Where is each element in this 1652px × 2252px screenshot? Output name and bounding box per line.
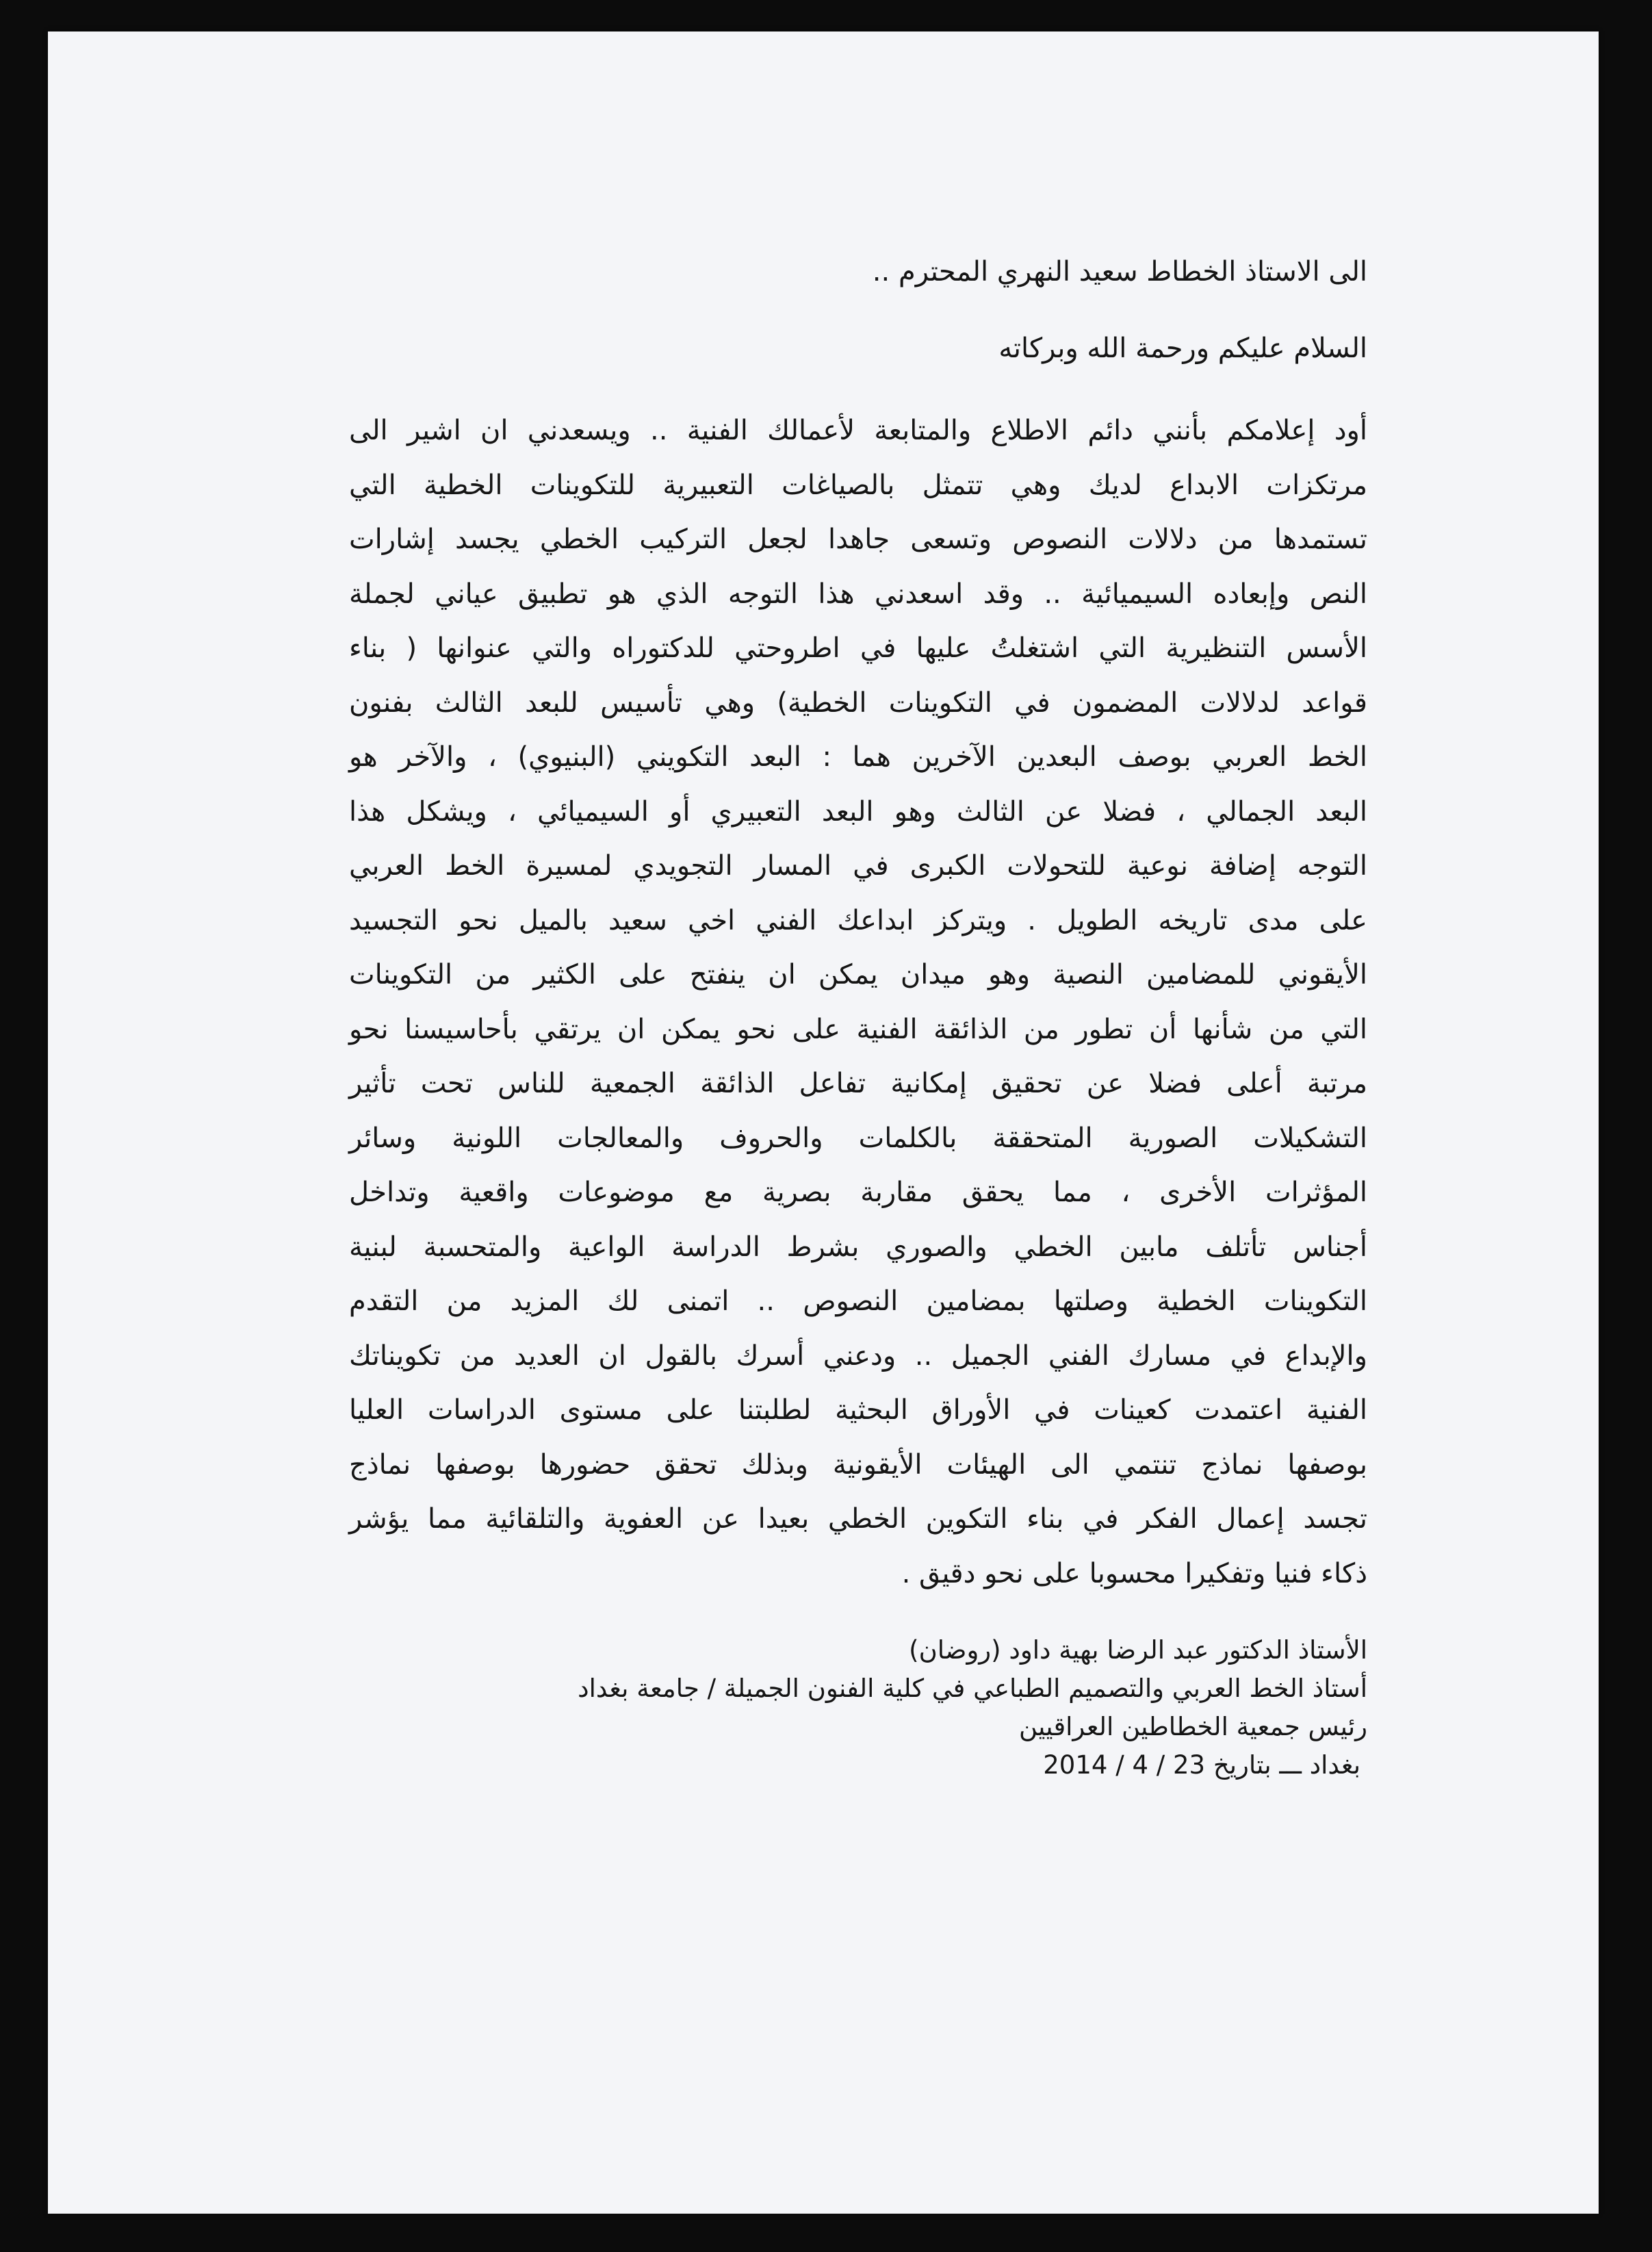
body-line: النص وإبعاده السيميائية .. وقد اسعدني هذا التوجه الذي هو تطبيق عياني لجملة	[349, 578, 1367, 610]
body-line: أود إعلامكم بأنني دائم الاطلاع والمتابعة لأعمالك الفنية .. ويسعدني ان اشير الى	[349, 415, 1367, 446]
letter-body	[349, 404, 1367, 1601]
body-line: أجناس تأتلف مابين الخطي والصوري بشرط الدراسة الواعية والمتحسبة لبنية	[349, 1231, 1367, 1263]
salutation: الى الاستاذ الخطاط سعيد النهري المحترم ..	[872, 256, 1367, 287]
signatory-position: أستاذ الخط العربي والتصميم الطباعي في كلية الفنون الجميلة / جامعة بغداد	[578, 1674, 1367, 1703]
body-line: البعد الجمالي ، فضلا عن الثالث وهو البعد التعبيري أو السيميائي ، ويشكل هذا	[349, 795, 1367, 828]
body-line: الأيقوني للمضامين النصية وهو ميدان يمكن ان ينفتح على الكثير من التكوينات	[349, 959, 1367, 990]
letter-content	[349, 252, 1367, 1784]
body-line: على مدى تاريخه الطويل . ويتركز ابداعك الفني اخي سعيد بالميل نحو التجسيد	[349, 904, 1367, 936]
body-line: التكوينات الخطية وصلتها بمضامين النصوص .. اتمنى لك المزيد من التقدم	[349, 1285, 1367, 1317]
body-line: المؤثرات الأخرى ، مما يحقق مقاربة بصرية مع موضوعات واقعية وتداخل	[349, 1177, 1367, 1208]
signatory-name: الأستاذ الدكتور عبد الرضا بهية داود (روضان)	[909, 1635, 1367, 1665]
body-line: الأسس التنظيرية التي اشتغلتُ عليها في اطروحتي للدكتوراه والتي عنوانها ( بناء	[349, 632, 1367, 664]
body-line: التشكيلات الصورية المتحققة بالكلمات والحروف والمعالجات اللونية وسائر	[349, 1122, 1367, 1154]
body-line: مرتكزات الابداع لديك وهي تتمثل بالصياغات التعبيرية للتكوينات الخطية التي	[349, 469, 1367, 501]
signatory-role: رئيس جمعية الخطاطين العراقيين	[1018, 1712, 1367, 1741]
letter-paper	[48, 31, 1599, 2214]
body-line: قواعد لدلالات المضمون في التكوينات الخطية) وهي تأسيس للبعد الثالث بفنون	[349, 687, 1367, 719]
body-line: تستمدها من دلالات النصوص وتسعى جاهدا لجعل التركيب الخطي يجسد إشارات	[349, 524, 1367, 555]
letter-date: بغداد ـــ بتاريخ 23 / 4 / 2014	[1043, 1750, 1360, 1780]
signature-block	[349, 1631, 1367, 1784]
body-line: بوصفها نماذج تنتمي الى الهيئات الأيقونية وبذلك تحقق حضورها بوصفها نماذج	[349, 1448, 1367, 1481]
body-line: مرتبة أعلى فضلا عن تحقيق إمكانية تفاعل الذائقة الجمعية للناس تحت تأثير	[349, 1068, 1367, 1099]
body-line: والإبداع في مسارك الفني الجميل .. ودعني أسرك بالقول ان العديد من تكويناتك	[349, 1340, 1367, 1372]
greeting: السلام عليكم ورحمة الله وبركاته	[998, 333, 1367, 364]
body-line: التوجه إضافة نوعية للتحولات الكبرى في المسار التجويدي لمسيرة الخط العربي	[349, 850, 1367, 882]
body-line: التي من شأنها أن تطور من الذائقة الفنية على نحو يمكن ان يرتقي بأحاسيسنا نحو	[349, 1013, 1367, 1045]
body-line: تجسد إعمال الفكر في بناء التكوين الخطي بعيدا عن العفوية والتلقائية مما يؤشر	[349, 1503, 1367, 1535]
body-line: الخط العربي بوصف البعدين الآخرين هما : البعد التكويني (البنيوي) ، والآخر هو	[349, 741, 1367, 773]
body-line: ذكاء فنيا وتفكيرا محسوبا على نحو دقيق .	[901, 1557, 1367, 1589]
body-line: الفنية اعتمدت كعينات في الأوراق البحثية لطلبتنا على مستوى الدراسات العليا	[349, 1394, 1367, 1426]
